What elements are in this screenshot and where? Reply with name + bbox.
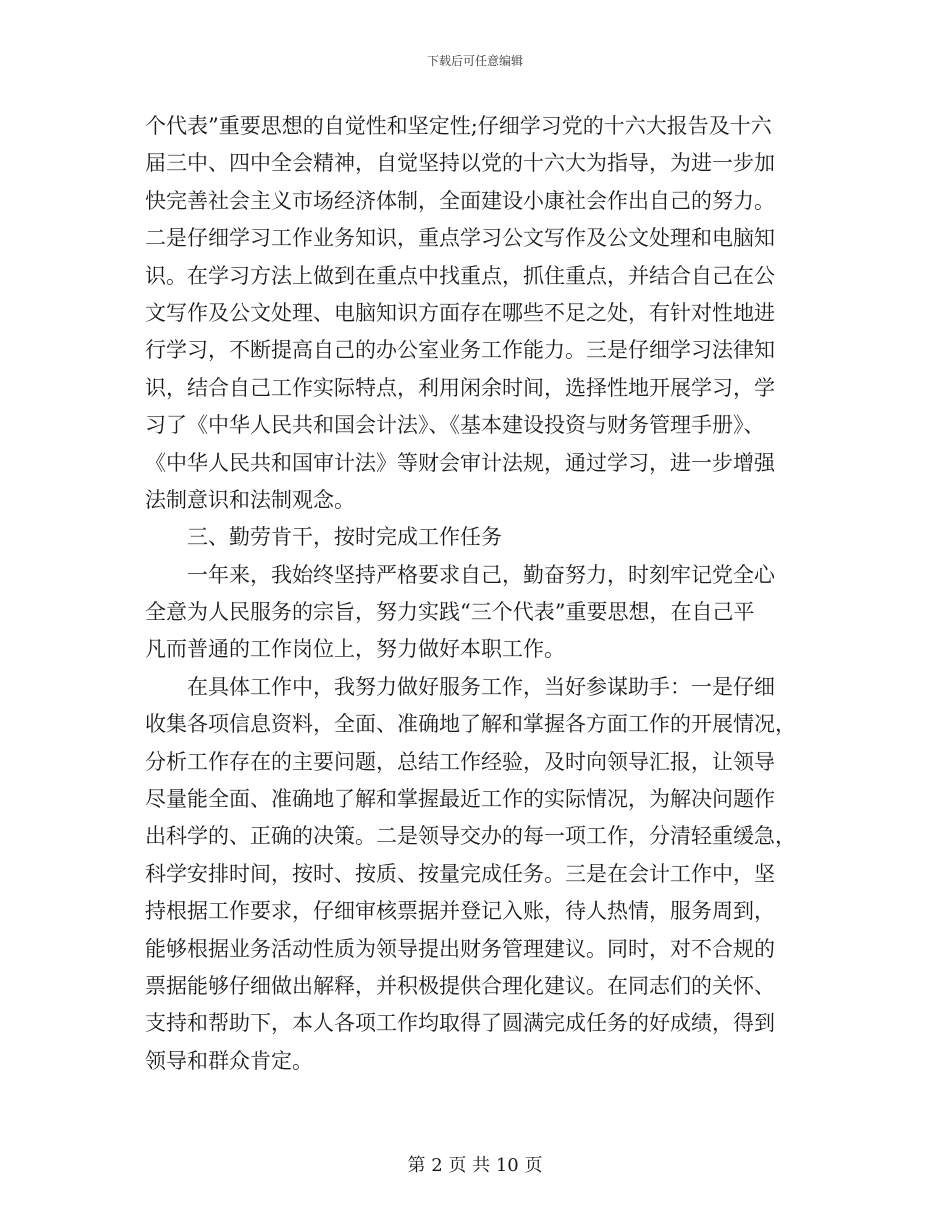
text-line: 出科学的、正确的决策。二是领导交办的每一项工作，分清轻重缓急， <box>145 824 796 849</box>
text-line: 尽量能全面、准确地了解和掌握最近工作的实际情况，为解决问题作 <box>145 787 775 812</box>
text-line: 届三中、四中全会精神，自觉坚持以党的十六大为指导，为进一步加 <box>145 151 775 176</box>
text-line: 领导和群众肯定。 <box>145 1048 313 1073</box>
text-line: 凡而普通的工作岗位上，努力做好本职工作。 <box>145 637 565 662</box>
text-line: 全意为人民服务的宗旨，努力实践“三个代表”重要思想，在自己平 <box>145 600 755 625</box>
text-line: 票据能够仔细做出解释，并积极提供合理化建议。在同志们的关怀、 <box>145 973 775 998</box>
text-line: 习了《中华人民共和国会计法》、《基本建设投资与财务管理手册》、 <box>145 413 765 438</box>
text-line: 快完善社会主义市场经济体制，全面建设小康社会作出自己的努力。 <box>145 188 775 213</box>
text-line: 在具体工作中，我努力做好服务工作，当好参谋助手：一是仔细 <box>187 674 775 699</box>
text-line: 持根据工作要求，仔细审核票据并登记入账，待人热情，服务周到， <box>145 899 775 924</box>
text-line: 收集各项信息资料，全面、准确地了解和掌握各方面工作的开展情况， <box>145 712 796 737</box>
text-line: 法制意识和法制观念。 <box>145 487 355 512</box>
text-line: 文写作及公文处理、电脑知识方面存在哪些不足之处，有针对性地进 <box>145 300 775 325</box>
text-line: 个代表”重要思想的自觉性和坚定性;仔细学习党的十六大报告及十六 <box>145 114 772 138</box>
text-line: 科学安排时间，按时、按质、按量完成任务。三是在会计工作中，坚 <box>145 861 775 886</box>
section-heading: 三、勤劳肯干，按时完成工作任务 <box>187 525 502 550</box>
text-line: 分析工作存在的主要问题，总结工作经验，及时向领导汇报，让领导 <box>145 749 775 774</box>
text-line: 一年来，我始终坚持严格要求自己，勤奋努力，时刻牢记党全心 <box>187 562 775 587</box>
text-line: 支持和帮助下，本人各项工作均取得了圆满完成任务的好成绩，得到 <box>145 1011 775 1036</box>
text-line: 行学习，不断提高自己的办公室业务工作能力。三是仔细学习法律知 <box>145 338 775 363</box>
text-line: 《中华人民共和国审计法》等财会审计法规，通过学习，进一步增强 <box>145 450 775 475</box>
page-header: 下载后可任意编辑 <box>426 54 523 68</box>
document-body <box>145 108 810 1080</box>
text-line: 能够根据业务活动性质为领导提出财务管理建议。同时，对不合规的 <box>145 936 775 961</box>
text-line: 识，结合自己工作实际特点，利用闲余时间，选择性地开展学习，学 <box>145 375 775 400</box>
text-line: 识。在学习方法上做到在重点中找重点，抓住重点，并结合自己在公 <box>145 263 775 288</box>
page-number: 第 2 页 共 10 页 <box>407 1155 543 1176</box>
text-line: 二是仔细学习工作业务知识，重点学习公文写作及公文处理和电脑知 <box>145 226 775 251</box>
